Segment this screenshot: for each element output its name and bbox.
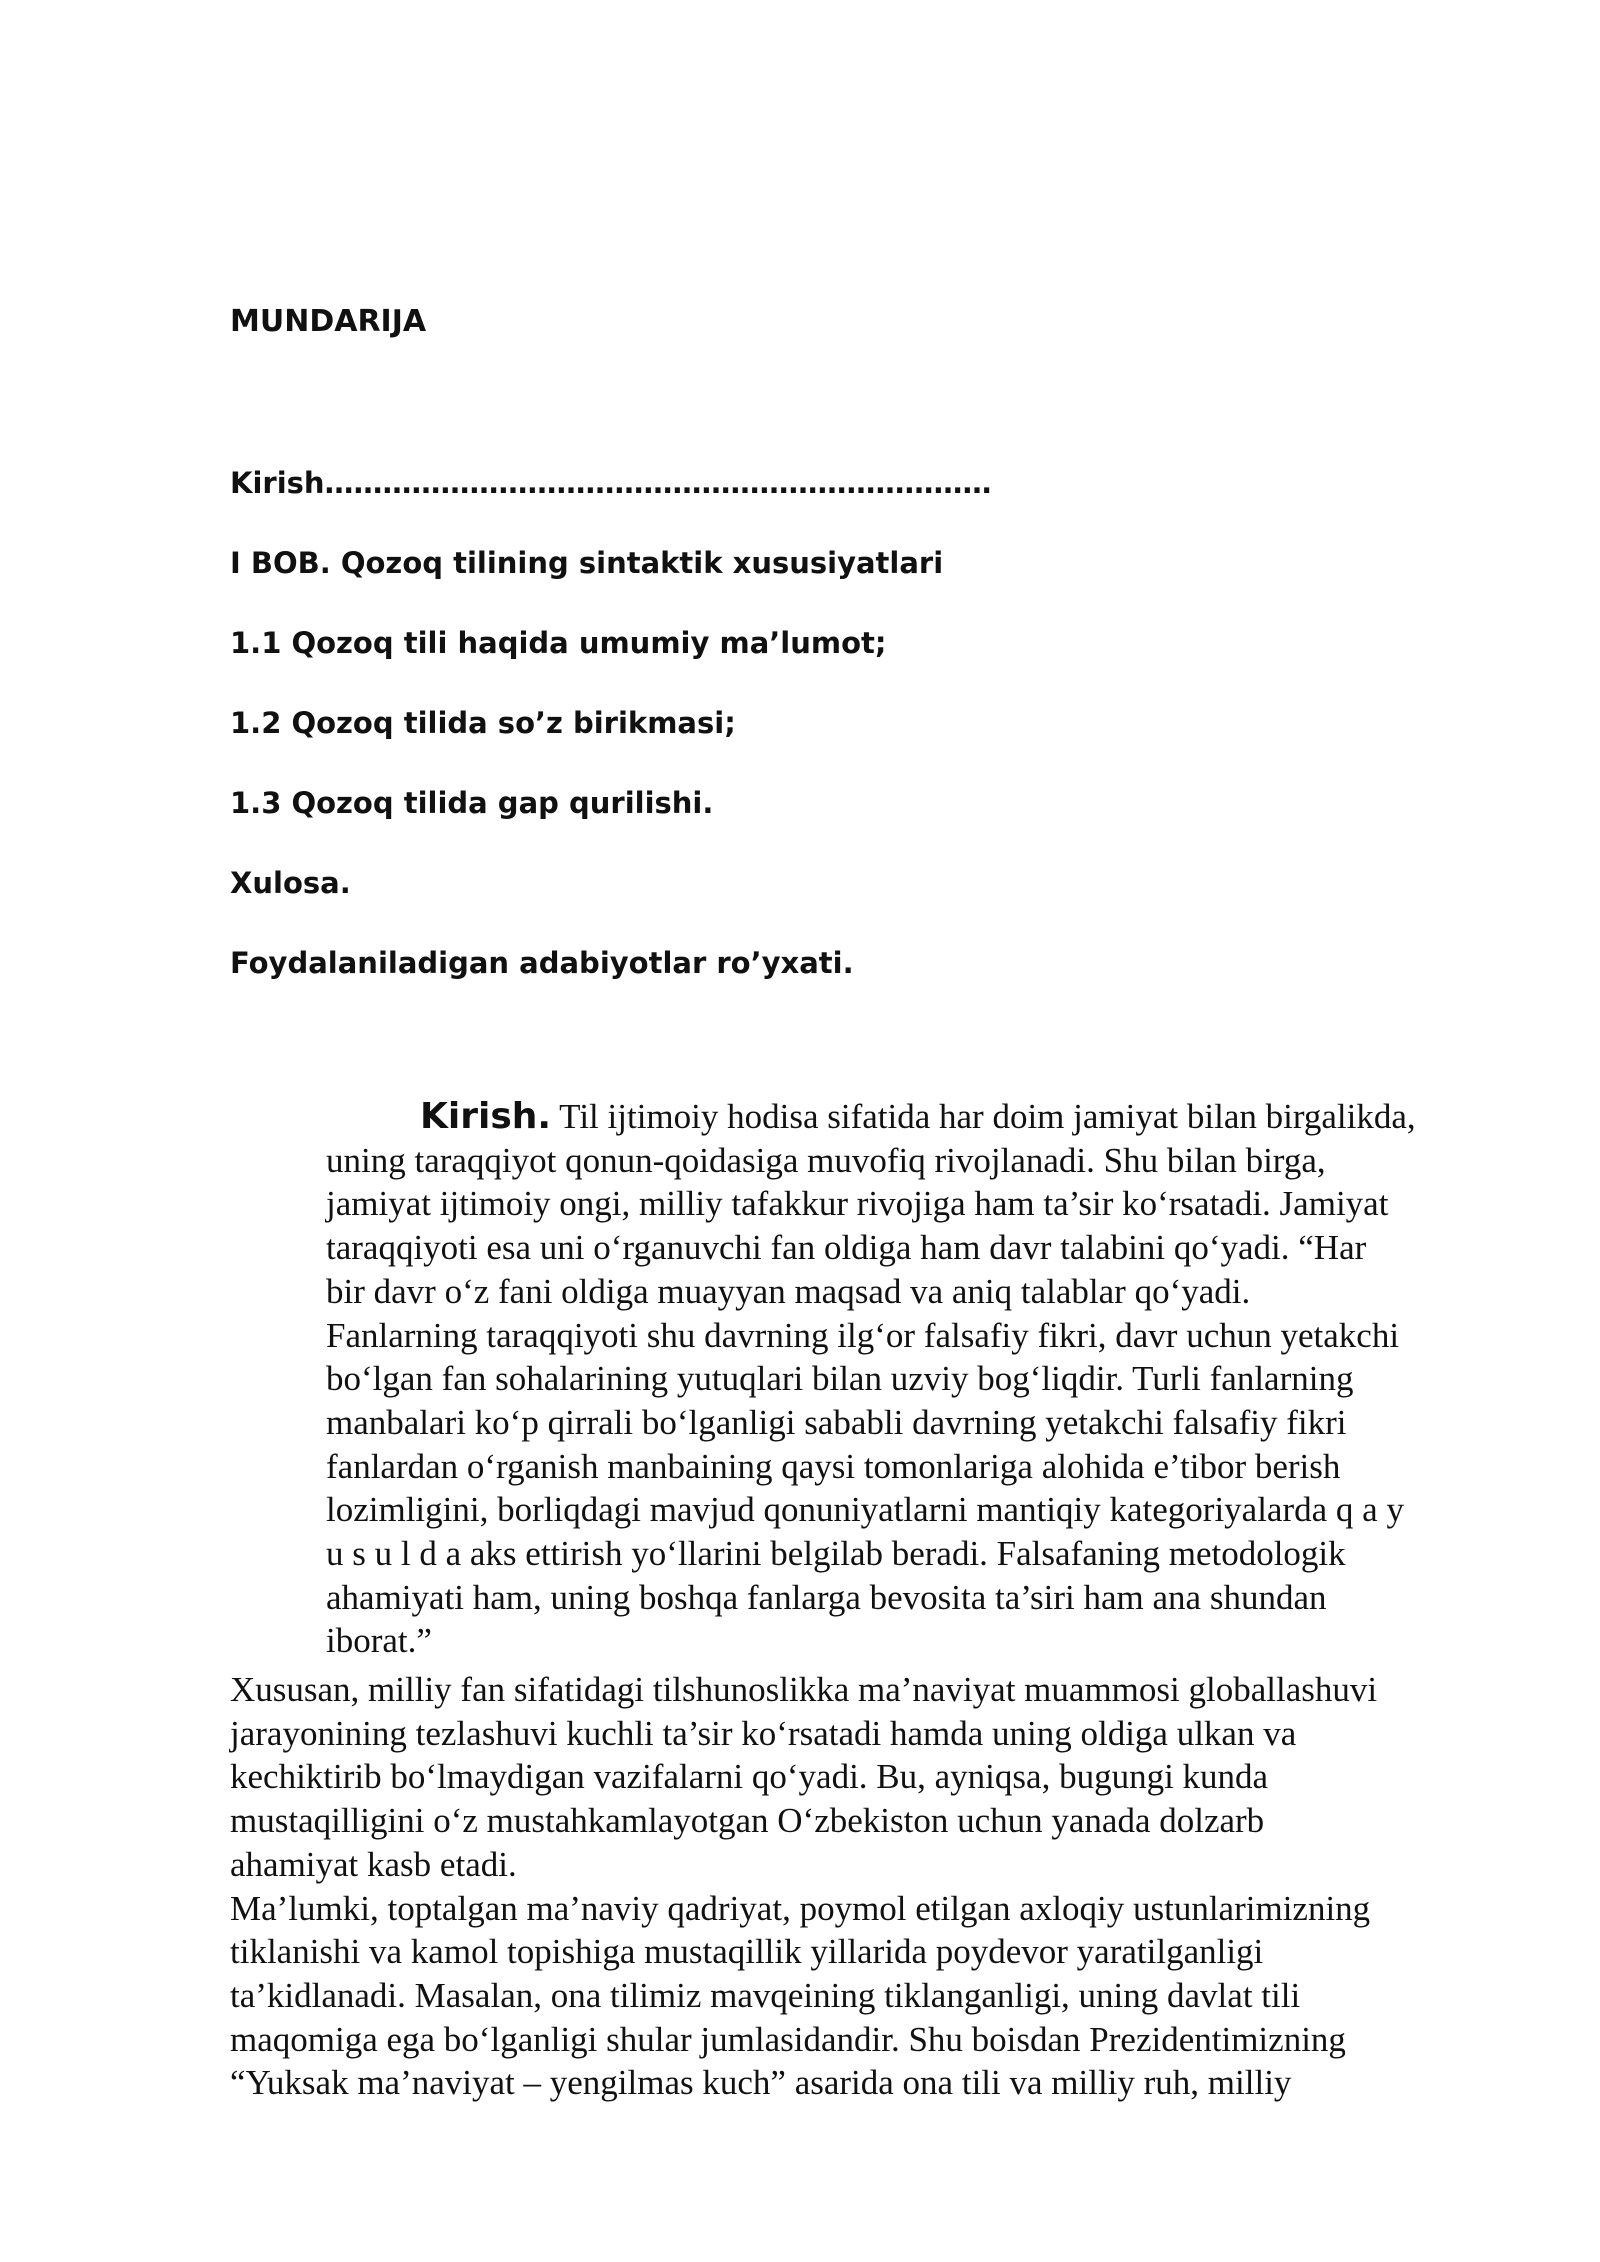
intro-line: bo‘lgan fan sohalarining yutuqlari bilan uzviy bog‘liqdir. Turli fanlarning xyxy=(326,1359,1354,1399)
toc-title: MUNDARIJA xyxy=(230,304,427,339)
toc-item-chapter-1: I BOB. Qozoq tilining sintaktik xususiyatlari xyxy=(230,546,944,580)
introduction-paragraph xyxy=(326,1095,1506,1663)
body-line: mustaqilligini o‘z mustahkamlayotgan O‘zbekiston uchun yanada dolzarb xyxy=(230,1801,1265,1841)
toc-item-section-1-2: 1.2 Qozoq tilida so’z birikmasi; xyxy=(230,706,736,740)
body-line: ahamiyat kasb etadi. xyxy=(230,1844,517,1884)
intro-line: lozimligini, borliqdagi mavjud qonuniyatlarni mantiqiy kategoriyalarda q a y xyxy=(326,1490,1404,1530)
intro-line: uning taraqqiyot qonun-qoidasiga muvofiq rivojlanadi. Shu bilan birga, xyxy=(326,1140,1326,1180)
intro-line: ahamiyati ham, uning boshqa fanlarga bevosita ta’siri ham ana shundan xyxy=(326,1577,1327,1617)
body-line: jarayonining tezlashuvi kuchli ta’sir ko‘rsatadi hamda uning oldiga ulkan va xyxy=(230,1713,1297,1753)
body-line: kechiktirib bo‘lmaydigan vazifalarni qo‘yadi. Bu, ayniqsa, bugungi kunda xyxy=(230,1757,1269,1797)
toc-item-section-1-3: 1.3 Qozoq tilida gap qurilishi. xyxy=(230,786,714,820)
toc-item-section-1-1: 1.1 Qozoq tili haqida umumiy ma’lumot; xyxy=(230,626,887,660)
toc-item-references: Foydalaniladigan adabiyotlar ro’yxati. xyxy=(230,946,854,980)
intro-line: Fanlarning taraqqiyoti shu davrning ilg‘or falsafiy fikri, davr uchun yetakchi xyxy=(326,1315,1400,1355)
body-line: Ma’lumki, toptalgan ma’naviy qadriyat, poymol etilgan axloqiy ustunlarimizning xyxy=(230,1888,1371,1928)
body-line: “Yuksak ma’naviyat – yengilmas kuch” asarida ona tili va milliy ruh, milliy xyxy=(230,2063,1292,2103)
intro-line: taraqqiyoti esa uni o‘rganuvchi fan oldiga ham davr talabini qo‘yadi. “Har xyxy=(326,1228,1367,1268)
intro-line: jamiyat ijtimoiy ongi, milliy tafakkur rivojiga ham ta’sir ko‘rsatadi. Jamiyat xyxy=(326,1184,1389,1224)
intro-line-text: Til ijtimoiy hodisa sifatida har doim jamiyat bilan birgalikda, xyxy=(551,1097,1416,1136)
body-paragraphs xyxy=(230,1668,1520,2105)
toc-item-conclusion: Xulosa. xyxy=(230,866,351,900)
toc-item-introduction: Kirish…………………………………………………………… xyxy=(230,466,992,500)
intro-line xyxy=(326,1095,1506,1139)
intro-line: u s u l d a aks ettirish yo‘llarini belgilab beradi. Falsafaning metodologik xyxy=(326,1534,1346,1574)
intro-heading: Kirish. xyxy=(420,1096,552,1137)
intro-line: fanlardan o‘rganish manbaining qaysi tomonlariga alohida e’tibor berish xyxy=(326,1446,1341,1486)
intro-line: manbalari ko‘p qirrali bo‘lganligi sababli davrning yetakchi falsafiy fikri xyxy=(326,1402,1347,1442)
body-line: tiklanishi va kamol topishiga mustaqillik yillarida poydevor yaratilganligi xyxy=(230,1932,1264,1972)
body-line: ta’kidlanadi. Masalan, ona tilimiz mavqeining tiklanganligi, uning davlat tili xyxy=(230,1975,1301,2015)
body-line: Xususan, milliy fan sifatidagi tilshunoslikka ma’naviyat muammosi globallashuvi xyxy=(230,1670,1378,1709)
intro-line: bir davr o‘z fani oldiga muayyan maqsad va aniq talablar qo‘yadi. xyxy=(326,1271,1251,1311)
body-line: maqomiga ega bo‘lganligi shular jumlasidandir. Shu boisdan Prezidentimizning xyxy=(230,2019,1346,2059)
intro-line: iborat.” xyxy=(326,1621,432,1661)
